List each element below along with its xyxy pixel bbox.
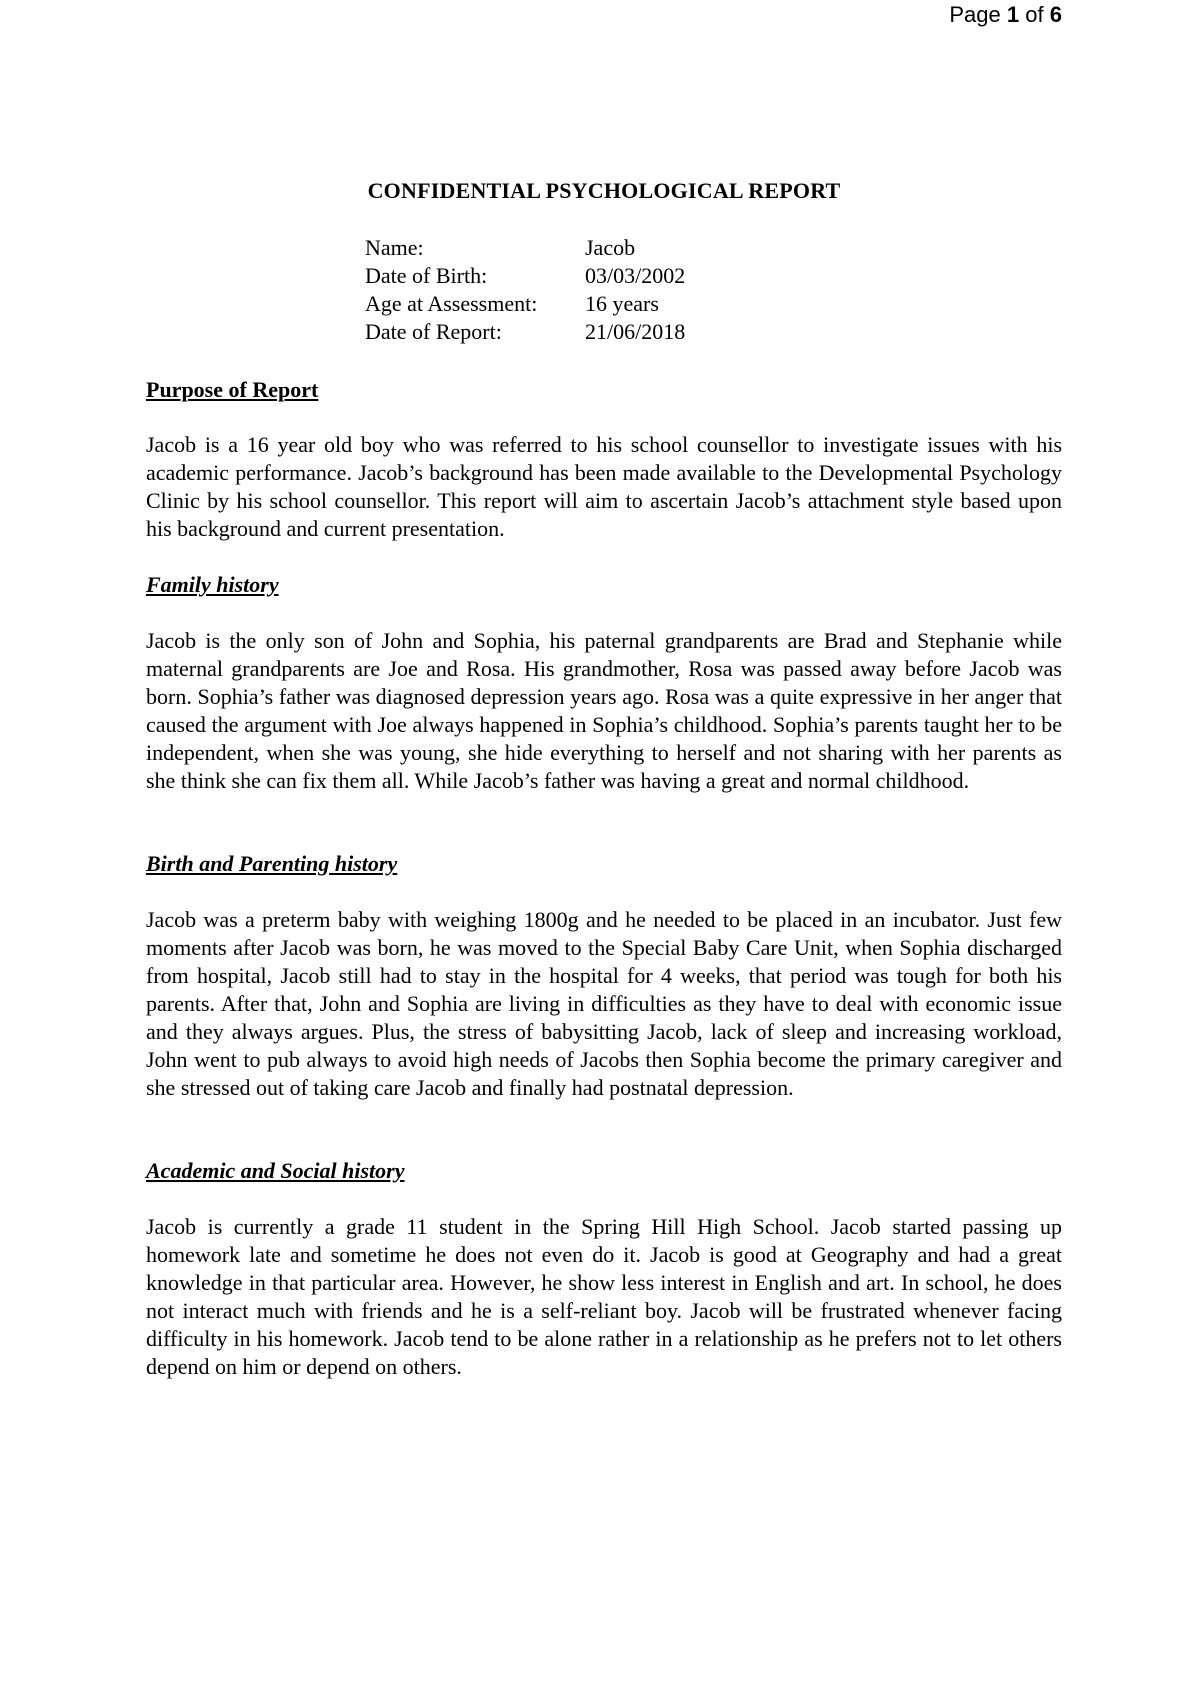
page-word: Page [949,2,1001,27]
page-of: of [1025,2,1044,27]
info-label: Date of Report: [365,319,502,344]
info-value: Jacob [585,235,636,260]
info-label: Date of Birth: [365,263,488,288]
info-value: 21/06/2018 [585,319,686,344]
info-row-dob [365,262,685,290]
academic-social-heading: Academic and Social history [146,1158,405,1183]
page-number [949,2,1062,28]
family-history-paragraph: Jacob is the only son of John and Sophia, his paternal grandparents are Brad and Stephanie while maternal grandparents are Joe and Rosa. His grandmother, Rosa was passed away before Jacob was born. Sophia’s father was diagnosed depression years ago. Rosa was a quite expressive in her anger that caused the argument with Joe always happened in Sophia’s childhood. Sophia’s parents taught her to be independent, when she was young, she hide everything to herself and not sharing with her parents as she think she can fix them all. While Jacob’s father was having a great and normal childhood. [146,628,1062,793]
report-title: CONFIDENTIAL PSYCHOLOGICAL REPORT [367,178,841,203]
info-row-age [365,290,685,318]
purpose-paragraph: Jacob is a 16 year old boy who was referred to his school counsellor to investigate issues with his academic performance. Jacob’s background has been made available to the Developmental Psychology Clinic by his school counsellor. This report will aim to ascertain Jacob’s attachment style based upon his background and current presentation. [146,432,1062,541]
birth-parenting-heading: Birth and Parenting history [146,851,398,876]
patient-info-table [365,234,685,346]
info-label: Age at Assessment: [365,291,538,316]
page-current: 1 [1006,2,1020,27]
family-history-heading: Family history [146,572,279,597]
birth-parenting-paragraph: Jacob was a preterm baby with weighing 1800g and he needed to be placed in an incubator. Just few moments after Jacob was born, he was moved to the Special Baby Care Unit, when Sophia discharged from hospital, Jacob still had to stay in the hospital for 4 weeks, that period was tough for both his parents. After that, John and Sophia are living in difficulties as they have to deal with economic issue and they always argues. Plus, the stress of babysitting Jacob, lack of sleep and increasing workload, John went to pub always to avoid high needs of Jacobs then Sophia become the primary caregiver and she stressed out of taking care Jacob and finally had postnatal depression. [146,907,1062,1100]
page-total: 6 [1049,2,1062,27]
info-value: 03/03/2002 [585,263,686,288]
info-value: 16 years [585,291,659,316]
info-row-name [365,234,685,262]
info-row-report-date [365,318,685,346]
info-label: Name: [365,235,424,260]
academic-social-paragraph: Jacob is currently a grade 11 student in the Spring Hill High School. Jacob started passing up homework late and sometime he does not even do it. Jacob is good at Geography and had a great knowledge in that particular area. However, he show less interest in English and art. In school, he does not interact much with friends and he is a self-reliant boy. Jacob will be frustrated whenever facing difficulty in his homework. Jacob tend to be alone rather in a relationship as he prefers not to let others depend on him or depend on others. [146,1214,1062,1379]
purpose-heading: Purpose of Report [146,377,319,402]
